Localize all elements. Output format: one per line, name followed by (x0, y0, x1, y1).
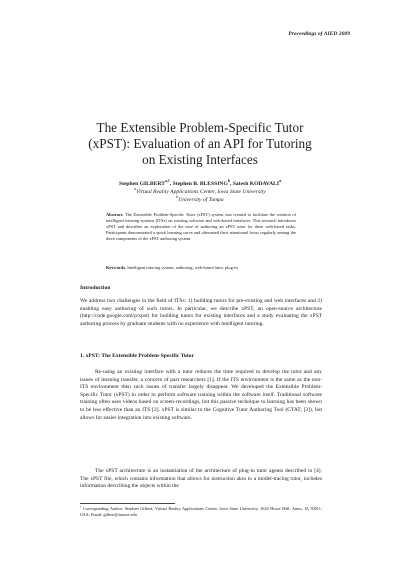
section-1-paragraph-1: Re-using an existing interface with a tutor reduces the time required to develop the tutor and any issues of learning transfer, a concern of past researchers [1]. If the ITS environment is the same as the non-ITS environment then such issues of transfer largely disappear. We developed the Extensible Problem-Specific Tutor (xPST) in order to perform software training within the software itself. Traditional software training often uses videos based on screen-recordings, but this passive technique to learning has been shown to be less effective than an ITS [2]. xPST is similar to the Cognitive Tutor Authoring Tool (CTAT; [3]), but allows for easier integration into existing software. (80, 369, 322, 421)
author-superscript: a,1 (164, 179, 170, 184)
footnote-divider (80, 503, 175, 504)
intro-paragraph: We address two challenges in the field of ITSs: 1) building tutors for pre-existing and web interfaces and 2) enabling easy authoring of such tutors. In particular, we describe xPST, an open-source architecture (http://code.google.com/p/xpst) for building tutors for existing interfaces and a study evaluating the xPST authoring process by graduate students with no experience with intelligent tutoring. (80, 298, 322, 327)
abstract (106, 212, 296, 242)
footnote-text: Corresponding Author: Stephen Gilbert, Virtual Reality Applications Center, Iowa State University, 1620 Howe Hall, Ames, IA 50011, USA; Email: gilbert@iastate.edu (80, 506, 322, 517)
intro-heading: Introduction (80, 285, 111, 291)
author-name: Stephen GILBERT (118, 181, 165, 187)
title-line-2: (xPST): Evaluation of an API for Tutoring (88, 136, 312, 151)
keywords (106, 265, 306, 271)
paper-title (60, 120, 340, 168)
affiliation-marker: a (134, 187, 137, 192)
affiliation-text: Virtual Reality Applications Center, Iowa State University (136, 189, 266, 195)
affiliation-text: University of Tampa (178, 197, 224, 203)
affiliation-a (60, 188, 340, 196)
author-superscript: b (227, 179, 230, 184)
keywords-label: Keywords. (106, 265, 127, 270)
keywords-text: Intelligent tutoring system, authoring, web-based tutor, plug-in (126, 265, 238, 270)
author-list (60, 180, 340, 188)
section-1-heading: 1. xPST: The Extensible Problem-Specific Tutor (80, 353, 195, 359)
author-name: , Stephen B. BLESSING (169, 181, 228, 187)
section-1-paragraph-2: The xPST architecture is an instantiation of the architecture of plug-in tutor agents described in [4]. The xPST file, which contains information that allows for instruction akin to a model-tracing tutor, includes information describing the objects within the (80, 468, 322, 490)
abstract-label: Abstract. (106, 212, 124, 217)
affiliation-b (60, 196, 340, 204)
proceedings-header: Proceedings of AIED 2009 (288, 31, 350, 37)
footnote-marker: 1 (80, 504, 82, 509)
title-line-1: The Extensible Problem-Specific Tutor (96, 120, 304, 135)
title-line-3: on Existing Interfaces (142, 152, 258, 167)
author-name: , Satesh KODAVALI (230, 181, 280, 187)
affiliation-marker: b (176, 195, 179, 200)
abstract-text: The Extensible Problem-Specific Tutor (xPST) system was created to facilitate the creation of intelligent tutoring systems (ITSs) on existing software and web-based interfaces. This research introduces xPST and describes an exploration of the ease of authoring an xPST tutor for three web-based tasks. Participants demonstrated a quick learning curve and alternated their attentional focus regularly among the three components of the xPST authoring system. (106, 212, 296, 242)
footnote (80, 506, 322, 518)
author-superscript: a (279, 179, 282, 184)
